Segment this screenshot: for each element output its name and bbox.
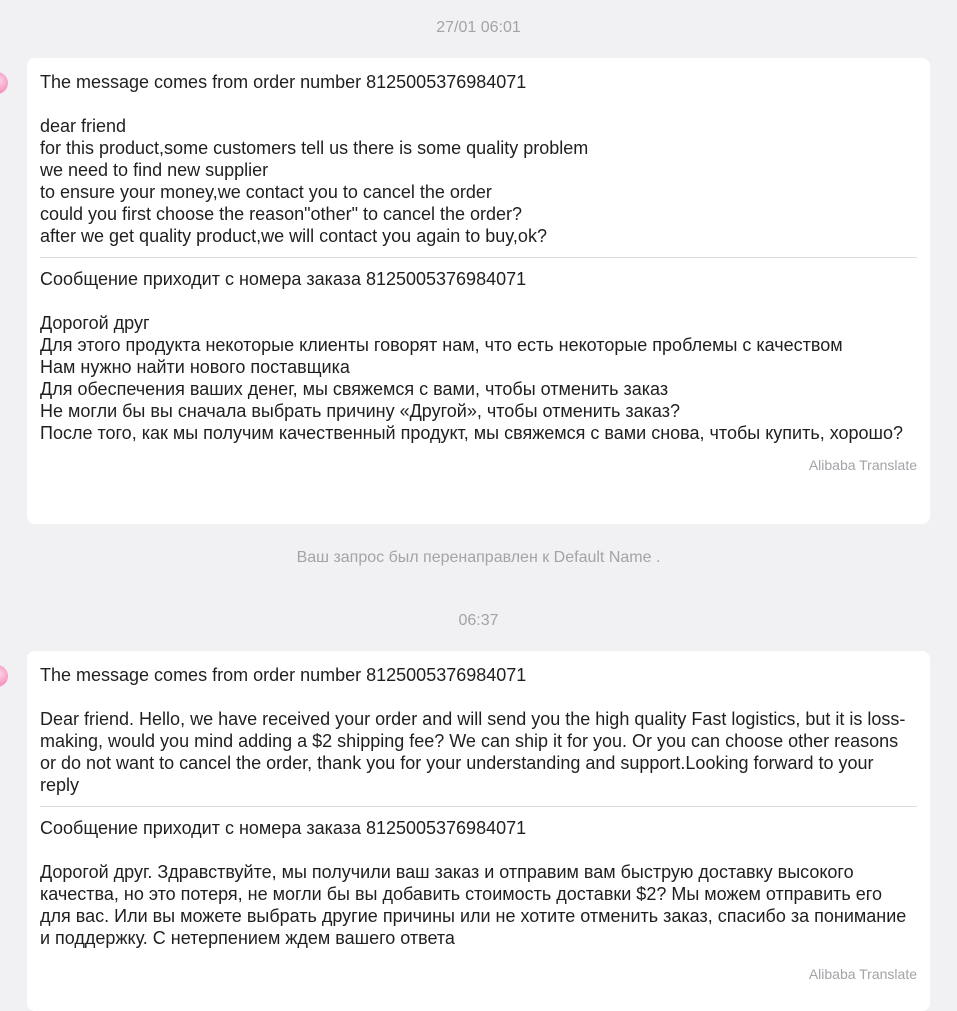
translation-divider — [40, 257, 917, 258]
message-translated-text: Сообщение приходит с номера заказа 8125005376984071 Дорогой друг. Здравствуйте, мы получили ваш заказ и отправим вам быструю доставку высокого качества, но это потеря, не могли бы вы добавить стоимость доставки $2? Мы можем отправить его для вас. Или вы можете выбрать другие причины или не хотите отменить заказ, спасибо за понимание и поддержку. С нетерпением ждем вашего ответа — [40, 818, 907, 948]
seller-avatar[interactable] — [0, 665, 8, 687]
timestamp-first: 27/01 06:01 — [436, 19, 521, 36]
timestamp-second: 06:37 — [458, 612, 499, 629]
translation-divider — [40, 806, 917, 807]
message-bubble-2[interactable] — [27, 651, 930, 1011]
message-translated-text: Сообщение приходит с номера заказа 8125005376984071 Дорогой друг Для этого продукта некоторые клиенты говорят нам, что есть некоторые проблемы с качеством Нам нужно найти нового поставщика Для обеспечения ваших денег, мы свяжемся с вами, чтобы отменить заказ Не могли бы вы сначала выбрать причину «Другой», чтобы отменить заказ? После того, как мы получим качественный продукт, мы свяжемся с вами снова, чтобы купить, хорошо? — [40, 269, 904, 443]
translator-label: Alibaba Translate — [808, 457, 917, 473]
message-original-text: The message comes from order number 8125005376984071 Dear friend. Hello, we have received your order and will send you the high quality Fast logistics, but it is loss-making, would you mind adding a $2 shipping fee? We can ship it for you. Or you can choose other reasons or do not want to cancel the order, thank you for your understanding and support.Looking forward to your reply — [40, 665, 906, 795]
seller-avatar[interactable] — [0, 72, 8, 94]
system-redirect-note: Ваш запрос был перенаправлен к Default Name . — [296, 549, 661, 566]
message-original-text: The message comes from order number 8125005376984071 dear friend for this product,some customers tell us there is some quality problem we need to find new supplier to ensure your money,we contact you to cancel the order could you first choose the reason"other" to cancel the order? after we get quality product,we will contact you again to buy,ok? — [40, 72, 589, 246]
message-bubble-1[interactable] — [27, 58, 930, 524]
translator-label: Alibaba Translate — [808, 966, 917, 982]
